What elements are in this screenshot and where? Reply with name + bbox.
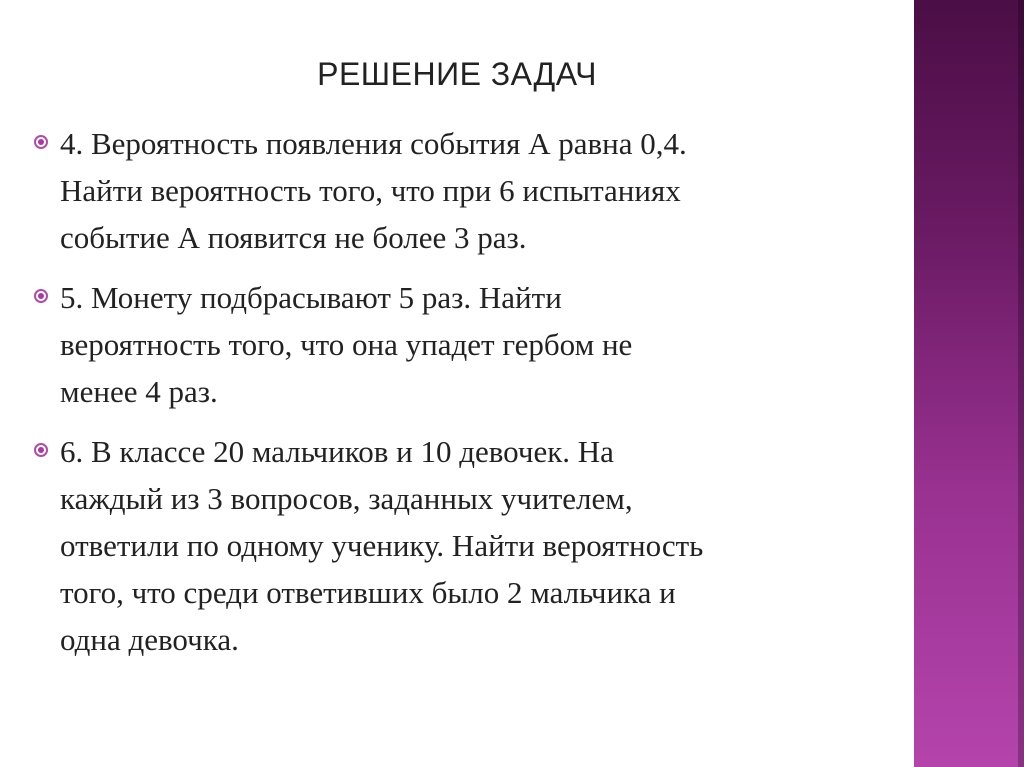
task-list [60, 120, 910, 676]
decorative-side-band [914, 0, 1024, 767]
list-item [60, 428, 910, 663]
list-item [60, 120, 910, 261]
list-item [60, 274, 910, 415]
slide-title: РЕШЕНИЕ ЗАДАЧ [317, 56, 597, 92]
circle-bullet-icon [34, 135, 48, 149]
task-text: 5. Монету подбрасывают 5 раз. Найти вероятность того, что она упадет гербом не менее 4 раз. [60, 280, 633, 409]
task-text: 6. В классе 20 мальчиков и 10 девочек. На каждый из 3 вопросов, заданных учителем, ответили по одному ученику. Найти вероятность того, что среди ответивших было 2 мальчика и одна девочка. [60, 434, 704, 657]
task-text: 4. Вероятность появления события А равна 0,4. Найти вероятность того, что при 6 испытаниях событие А появится не более 3 раз. [60, 126, 687, 255]
circle-bullet-icon [34, 443, 48, 457]
circle-bullet-icon [34, 289, 48, 303]
